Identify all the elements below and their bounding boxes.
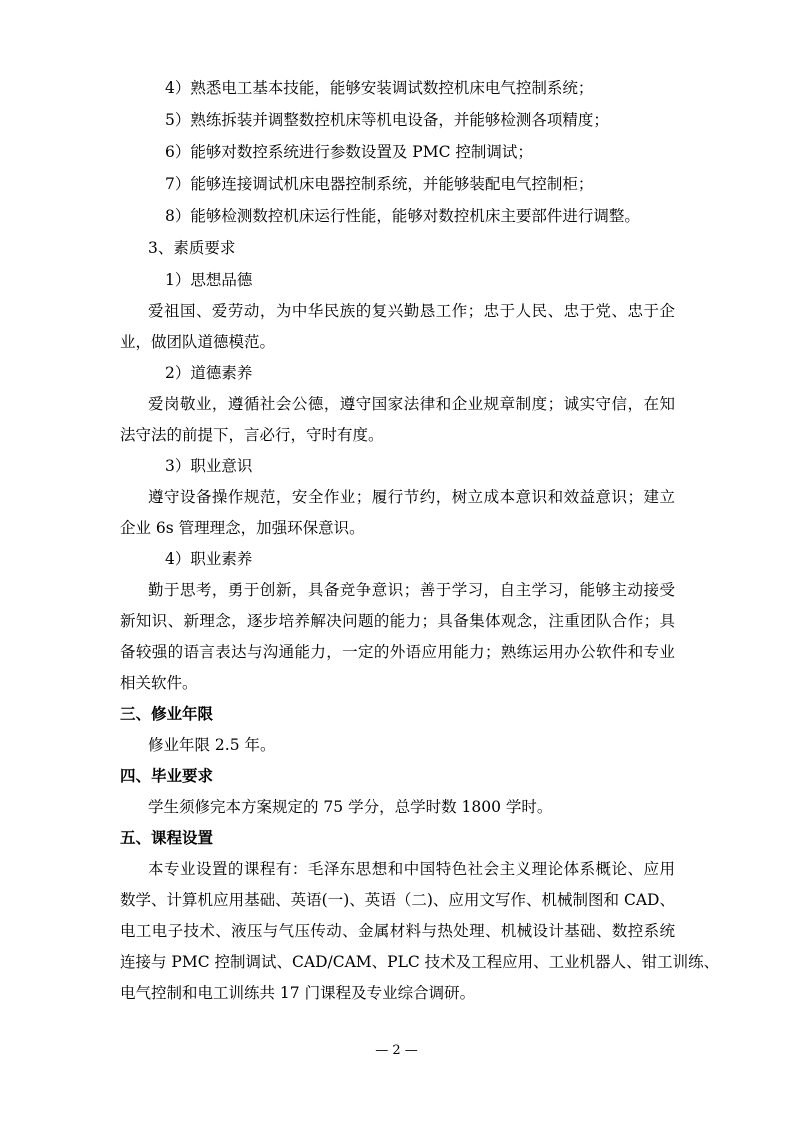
section-heading-graduation: 四、毕业要求	[120, 767, 214, 785]
paragraph-line: 遵守设备操作规范，安全作业；履行节约，树立成本意识和效益意识；建立	[148, 488, 675, 506]
quality-sub-heading: 1）思想品德	[165, 271, 253, 289]
paragraph-line: 电气控制和电工训练共 17 门课程及专业综合调研。	[120, 984, 476, 1002]
paragraph-line: 电工电子技术、液压与气压传动、金属材料与热处理、机械设计基础、数控系统	[120, 922, 675, 940]
paragraph-line: 勤于思考，勇于创新，具备竞争意识；善于学习，自主学习，能够主动接受	[148, 581, 675, 599]
skill-item-5: 5）熟练拆装并调整数控机床等机电设备，并能够检测各项精度；	[165, 111, 609, 129]
years-text: 修业年限 2.5 年。	[148, 736, 276, 754]
quality-sub-heading: 3）职业意识	[165, 457, 253, 475]
section-heading-years: 三、修业年限	[120, 705, 214, 723]
section-heading-courses: 五、课程设置	[120, 829, 214, 847]
paragraph-line: 爱祖国、爱劳动，为中华民族的复兴勤恳工作；忠于人民、忠于党、忠于企	[148, 302, 675, 320]
quality-heading: 3、素质要求	[148, 239, 236, 257]
quality-sub-heading: 2）道德素养	[165, 364, 253, 382]
paragraph-line: 连接与 PMC 控制调试、CAD/CAM、PLC 技术及工程应用、工业机器人、钳工训练、	[120, 953, 720, 971]
page-number: — 2 —	[375, 1043, 418, 1058]
skill-item-4: 4）熟悉电工基本技能，能够安装调试数控机床电气控制系统；	[165, 79, 594, 97]
paragraph-line: 数学、计算机应用基础、英语(一)、英语（二)、应用文写作、机械制图和 CAD、	[120, 891, 675, 909]
paragraph-line: 业，做团队道德模范。	[120, 333, 276, 351]
paragraph-line: 法守法的前提下，言必行，守时有度。	[120, 426, 384, 444]
quality-sub-heading: 4）职业素养	[165, 550, 253, 568]
paragraph-line: 企业 6s 管理理念，加强环保意识。	[120, 519, 365, 537]
skill-item-8: 8）能够检测数控机床运行性能，能够对数控机床主要部件进行调整。	[165, 207, 640, 225]
paragraph-line: 备较强的语言表达与沟通能力，一定的外语应用能力；熟练运用办公软件和专业	[120, 643, 675, 661]
paragraph-line: 爱岗敬业，遵循社会公德，遵守国家法律和企业规章制度；诚实守信，在知	[148, 395, 675, 413]
paragraph-line: 本专业设置的课程有：毛泽东思想和中国特色社会主义理论体系概论、应用	[148, 860, 675, 878]
paragraph-line: 新知识、新理念，逐步培养解决问题的能力；具备集体观念，注重团队合作；具	[120, 612, 675, 630]
graduation-text: 学生须修完本方案规定的 75 学分，总学时数 1800 学时。	[148, 798, 553, 816]
skill-item-7: 7）能够连接调试机床电器控制系统，并能够装配电气控制柜；	[165, 175, 594, 193]
skill-item-6: 6）能够对数控系统进行参数设置及 PMC 控制调试；	[165, 143, 533, 161]
paragraph-line: 相关软件。	[120, 674, 198, 692]
